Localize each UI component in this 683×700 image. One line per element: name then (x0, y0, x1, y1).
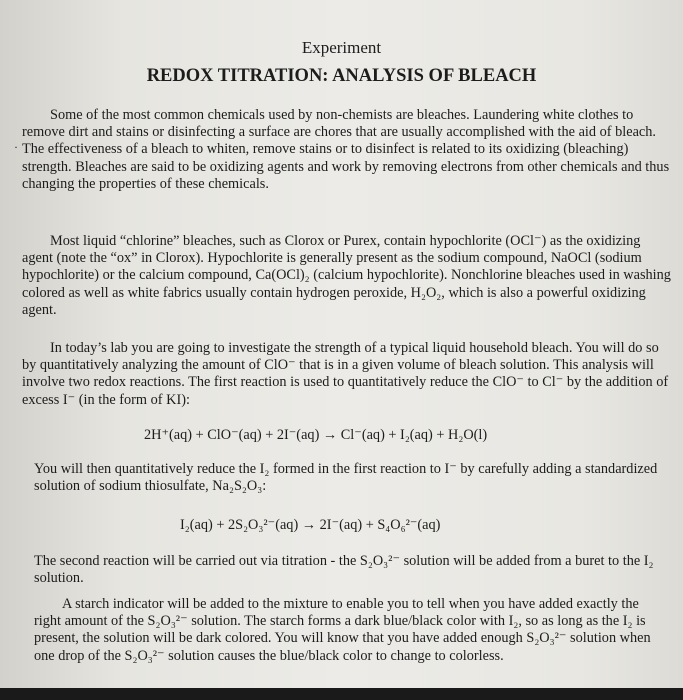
paragraph-3: In today’s lab you are going to investigate the strength of a typical liquid household bleach. You will do so by quantitatively analyzing the amount of ClO⁻ that is in a given volume of bleach solution. This analysis will involve two redox reactions. The first reaction is used to quantitatively reduce the ClO⁻ to Cl⁻ by the addition of excess I⁻ (in the form of KI): (22, 340, 669, 408)
margin-mark: · (14, 140, 18, 154)
experiment-label: Experiment (301, 38, 382, 57)
paragraph-5-block (34, 553, 662, 587)
paragraph-2: Most liquid “chlorine” bleaches, such as Clorox or Purex, contain hypochlorite (OCl⁻) as the oxidizing agent (note the “ox” in Clorox). Hypochlorite is generally present as the sodium compound, NaOCl (sodium hypochlorite) or the calcium compound, Ca(OCl)₂ (calcium hypochlorite). Nonchlorine bleaches used in washing colored as well as white fabrics usually contain hydrogen peroxide, H₂O₂, which is also a powerful oxidizing agent. (22, 233, 671, 318)
paragraph-4-block (34, 461, 662, 495)
paragraph-1: Some of the most common chemicals used by non-chemists are bleaches. Laundering white clothes to remove dirt and stains or disinfecting a surface are chores that are usually accomplished with the aid of bleach. The effectiveness of a bleach to whiten, remove stains or to disinfect is related to its oxidizing (bleaching) strength. Bleaches are said to be oxidizing agents and work by removing electrons from other chemicals and thus changing the properties of these chemicals. (22, 107, 670, 192)
paragraph-6-block (34, 596, 666, 665)
paragraph-5: The second reaction will be carried out via titration - the S₂O₃²⁻ solution will be added from a buret to the I₂ solution. (34, 553, 654, 587)
paragraph-6: A starch indicator will be added to the mixture to enable you to tell when you have added exactly the right amount of the S₂O₃²⁻ solution. The starch forms a dark blue/black color with I₂, so as long as the I₂ is present, the solution will be dark colored. You will know that you have added enough S₂O₃²⁻ solution when one drop of the S₂O₃²⁻ solution causes the blue/black color to change to colorless. (34, 596, 651, 664)
equation-1: 2H⁺(aq) + ClO⁻(aq) + 2I⁻(aq) → Cl⁻(aq) + I₂(aq) + H₂O(l) (144, 427, 488, 443)
paragraph-1-block (22, 107, 672, 193)
paragraph-3-block (22, 340, 672, 409)
bottom-shadow-bar (0, 688, 683, 700)
page-title: REDOX TITRATION: ANALYSIS OF BLEACH (146, 66, 537, 86)
paragraph-2-block (22, 233, 672, 319)
paragraph-4: You will then quantitatively reduce the I₂ formed in the first reaction to I⁻ by carefully adding a standardized solution of sodium thiosulfate, Na₂S₂O₃: (34, 461, 658, 495)
equation-2: I₂(aq) + 2S₂O₃²⁻(aq) → 2I⁻(aq) + S₄O₆²⁻(aq) (180, 517, 441, 533)
